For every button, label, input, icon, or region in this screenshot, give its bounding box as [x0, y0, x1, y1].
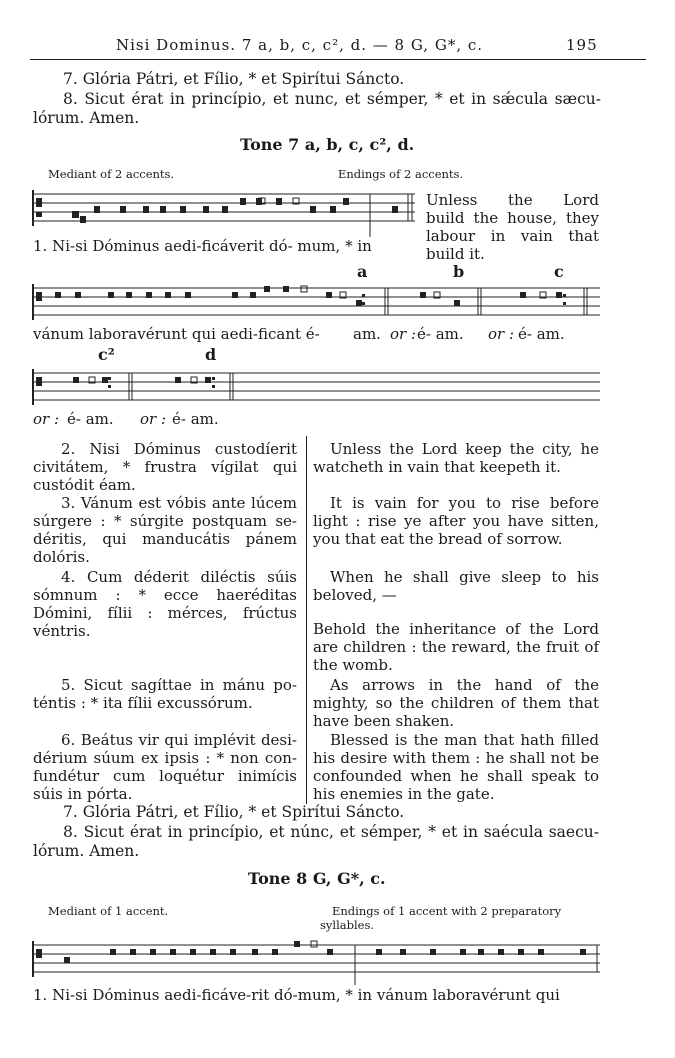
english-verse-4b-line2: are children : the reward, the fruit of — [313, 638, 599, 656]
page-number: 195 — [566, 36, 598, 54]
tone7-lyric-2-ending-a: am. — [353, 325, 381, 343]
latin-verse-2-line3: custódit éam. — [33, 476, 136, 494]
tone8-lyric: 1. Ni-si Dóminus aedi-ficáve-rit dó-mum, * in vánum laboravérunt qui — [33, 986, 560, 1004]
tone7-english-line3: labour in vain that — [426, 227, 599, 245]
tone7-lyric-2-ending-b: é- am. — [417, 325, 464, 343]
tone7-endings-label: Endings of 2 accents. — [338, 167, 464, 181]
latin-verse-6-line3: fundétur cum loquétur inimícis — [33, 767, 297, 785]
verse-8-top-line1: 8. Sicut érat in princípio, et nunc, et sémper, * et in sǽcula sæcu- — [63, 90, 601, 108]
english-verse-6 — [313, 731, 599, 803]
tone8-mediant-label: Mediant of 1 accent. — [48, 904, 169, 918]
latin-verse-3-line1: 3. Vánum est vóbis ante lúcem — [61, 494, 297, 512]
ending-label-c2: c² — [98, 345, 115, 364]
verse-7-top: 7. Glória Pátri, et Fílio, * et Spirítui Sáncto. — [63, 70, 405, 88]
tone7-lyric-3-ending-b: é- am. — [172, 410, 219, 428]
english-verse-2 — [313, 440, 599, 476]
tone7-lyric-3-or-2: or : — [140, 410, 167, 428]
latin-verse-6-line1: 6. Beátus vir qui implévit desi- — [61, 731, 297, 749]
tone7-lyric-2-or-2: or : — [488, 325, 515, 343]
latin-verse-5-line2: téntis : * ita fílii excussórum. — [33, 694, 253, 712]
english-verse-5-line3: have been shaken. — [313, 712, 455, 730]
english-verse-6-line4: his enemies in the gate. — [313, 785, 495, 803]
ending-label-b: b — [453, 262, 465, 281]
english-verse-4 — [313, 568, 599, 604]
tone7-lyric-3-or-1: or : — [33, 410, 60, 428]
english-verse-6-line3: confounded when he shall speak to — [313, 767, 599, 785]
english-verse-4-line2: beloved, — — [313, 586, 397, 604]
latin-verse-4-line3: Dómini, fílii : mérces, frúctus — [33, 604, 297, 622]
tone7-lyric-2: vánum laboravérunt qui aedi-ficant é- — [33, 325, 320, 343]
english-verse-3-line3: you that eat the bread of sorrow. — [313, 530, 563, 548]
tone7-english-line2: build the house, they — [426, 209, 599, 227]
latin-verse-4 — [33, 568, 297, 640]
latin-verse-5-line1: 5. Sicut sagíttae in mánu po- — [61, 676, 297, 694]
ending-label-c: c — [554, 262, 564, 281]
latin-verse-3-line3: déritis, qui manducátis pánem — [33, 530, 297, 548]
latin-verse-6 — [33, 731, 297, 803]
english-verse-3-line2: light : rise ye after you have sitten, — [313, 512, 599, 530]
tone8-endings-label-1: Endings of 1 accent with 2 preparatory — [332, 904, 562, 918]
tone7-english-line1: Unless the Lord — [426, 191, 599, 209]
verse-8-top-line2: lórum. Amen. — [33, 109, 140, 127]
tone7-lyric-3-ending-a: é- am. — [67, 410, 114, 428]
english-verse-5-line2: mighty, so the children of them that — [313, 694, 599, 712]
tone8-endings-label-2: syllables. — [320, 918, 375, 932]
running-title: Nisi Dominus. 7 a, b, c, c², d. — 8 G, G*, c. — [116, 36, 484, 54]
english-verse-5-line1: As arrows in the hand of the — [330, 676, 599, 694]
tone8-title: Tone 8 G, G*, c. — [248, 869, 386, 888]
tone7-mediant-label: Mediant of 2 accents. — [48, 167, 175, 181]
latin-verse-6-line4: súis in pórta. — [33, 785, 133, 803]
tone7-lyric-2-ending-c: é- am. — [518, 325, 565, 343]
tone7-title: Tone 7 a, b, c, c², d. — [240, 135, 415, 154]
english-verse-3-line1: It is vain for you to rise before — [330, 494, 599, 512]
ending-label-d: d — [205, 345, 217, 364]
latin-verse-4-line4: véntris. — [33, 622, 91, 640]
english-verse-4b — [313, 620, 599, 674]
verse-7-bottom: 7. Glória Pátri, et Fílio, * et Spirítui Sáncto. — [63, 803, 405, 821]
latin-verse-4-line1: 4. Cum déderit diléctis súis — [61, 568, 297, 586]
english-verse-6-line1: Blessed is the man that hath filled — [330, 731, 599, 749]
english-verse-4-line1: When he shall give sleep to his — [330, 568, 599, 586]
latin-verse-5 — [33, 676, 297, 712]
english-verse-4b-line1: Behold the inheritance of the Lord — [313, 620, 599, 638]
english-verse-4b-line3: the womb. — [313, 656, 393, 674]
tone7-english-line4: build it. — [426, 245, 485, 263]
english-verse-6-line2: his desire with them : he shall not be — [313, 749, 599, 767]
latin-verse-3-line2: súrgere : * súrgite postquam se- — [33, 512, 297, 530]
verse-8-bottom-line2: lórum. Amen. — [33, 842, 140, 860]
latin-verse-4-line2: sómnum : * ecce haeréditas — [33, 586, 297, 604]
column-divider — [306, 436, 307, 804]
english-verse-2-line1: Unless the Lord keep the city, he — [330, 440, 599, 458]
header-rule — [30, 59, 646, 60]
latin-verse-2 — [33, 440, 297, 494]
ending-label-a: a — [357, 262, 368, 281]
english-verse-2-line2: watcheth in vain that keepeth it. — [313, 458, 561, 476]
english-verse-3 — [313, 494, 599, 548]
tone7-lyric-1: 1. Ni-si Dóminus aedi-ficáverit dó- mum, * in — [33, 237, 372, 255]
latin-verse-6-line2: dérium súum ex ipsis : * non con- — [33, 749, 297, 767]
verse-8-bottom-line1: 8. Sicut érat in princípio, et núnc, et sémper, * et in saécula saecu- — [63, 823, 599, 841]
latin-verse-2-line1: 2. Nisi Dóminus custodíerit — [61, 440, 297, 458]
latin-verse-3 — [33, 494, 297, 566]
latin-verse-2-line2: civitátem, * frustra vígilat qui — [33, 458, 297, 476]
latin-verse-3-line4: dolóris. — [33, 548, 90, 566]
tone7-lyric-2-or-1: or : — [390, 325, 417, 343]
english-verse-5 — [313, 676, 599, 730]
